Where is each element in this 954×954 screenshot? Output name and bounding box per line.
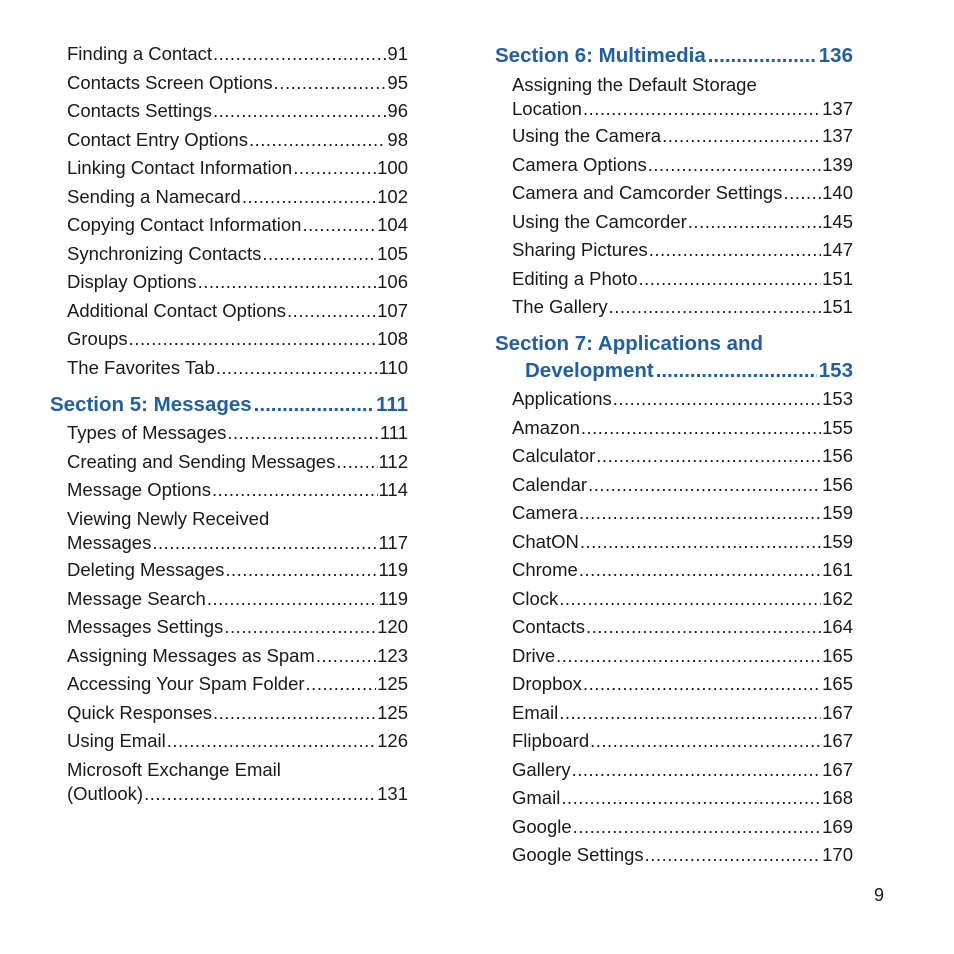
toc-entry[interactable]: [512, 444, 853, 468]
toc-entry-page: 102: [377, 186, 408, 207]
toc-entry[interactable]: [512, 672, 853, 696]
toc-entry[interactable]: [512, 815, 853, 839]
toc-entry[interactable]: [512, 758, 853, 782]
dot-leader: [609, 295, 822, 319]
toc-entry-page: 156: [822, 445, 853, 466]
dot-leader: [581, 416, 821, 440]
section-heading-multimedia[interactable]: [495, 42, 853, 69]
toc-entry[interactable]: [512, 843, 853, 867]
toc-entry[interactable]: [512, 701, 853, 725]
toc-entry[interactable]: [512, 238, 853, 262]
toc-entry[interactable]: [67, 213, 408, 237]
dot-leader: [152, 531, 377, 555]
toc-entry-page: 107: [377, 300, 408, 321]
toc-entry-title: Calculator: [512, 445, 596, 466]
toc-entry-page: 140: [822, 182, 853, 203]
toc-entry-title: Dropbox: [512, 673, 582, 694]
dot-leader: [306, 672, 377, 696]
toc-entry-page: 123: [377, 645, 408, 666]
toc-entry-title: Viewing Newly Received: [67, 508, 270, 529]
toc-entry[interactable]: [67, 644, 408, 668]
toc-entry[interactable]: [512, 786, 853, 810]
toc-entry-page: 95: [387, 72, 408, 93]
toc-entry-title: Finding a Contact: [67, 43, 213, 64]
dot-leader: [579, 558, 821, 582]
toc-entry-page: 100: [377, 157, 408, 178]
toc-entry[interactable]: [512, 295, 853, 319]
dot-leader: [596, 444, 821, 468]
toc-entry[interactable]: [512, 473, 853, 497]
toc-entry-page: 108: [377, 328, 408, 349]
section-heading-messages[interactable]: [50, 391, 408, 418]
toc-entry[interactable]: [67, 156, 408, 180]
dot-leader: [656, 357, 817, 384]
dot-leader: [688, 210, 821, 234]
toc-entry-page: 167: [822, 759, 853, 780]
toc-entry[interactable]: [67, 185, 408, 209]
toc-entry-title: Contacts Settings: [67, 100, 212, 121]
toc-entry-title: Email: [512, 702, 559, 723]
toc-entry-page: 159: [822, 502, 853, 523]
toc-entry-title: Quick Responses: [67, 702, 212, 723]
dot-leader: [212, 478, 378, 502]
toc-entry-page: 145: [822, 211, 853, 232]
dot-leader: [573, 815, 821, 839]
toc-entry-title: Camera and Camcorder Settings: [512, 182, 783, 203]
toc-entry-title: Message Options: [67, 479, 211, 500]
toc-entry[interactable]: [67, 421, 408, 445]
toc-entry-page: 159: [822, 531, 853, 552]
toc-entry-page: 139: [822, 154, 853, 175]
section-title: Section 6: Multimedia: [495, 44, 706, 67]
toc-entry-title: Using the Camera: [512, 125, 662, 146]
section-page: 153: [818, 359, 853, 382]
toc-entry-page: 112: [378, 451, 408, 472]
toc-entry-page: 147: [822, 239, 853, 260]
toc-entry[interactable]: [67, 558, 408, 582]
toc-entry[interactable]: [67, 672, 408, 696]
dot-leader: [638, 267, 821, 291]
toc-entry[interactable]: [67, 327, 408, 351]
dot-leader: [316, 644, 376, 668]
toc-entry-title: The Gallery: [512, 296, 608, 317]
toc-entry-title: Assigning the Default Storage: [512, 74, 757, 95]
toc-entry-title: Gmail: [512, 787, 561, 808]
dot-leader: [645, 843, 821, 867]
dot-leader: [336, 450, 377, 474]
dot-leader: [708, 42, 817, 69]
dot-leader: [262, 242, 376, 266]
toc-entry-title: Linking Contact Information: [67, 157, 293, 178]
dot-leader: [579, 501, 821, 525]
toc-entry-page: 119: [378, 559, 408, 580]
toc-entry-title: Editing a Photo: [512, 268, 638, 289]
toc-entry[interactable]: [67, 478, 408, 502]
toc-entry[interactable]: [67, 450, 408, 474]
dot-leader: [225, 558, 377, 582]
toc-entry-title: Display Options: [67, 271, 197, 292]
toc-entry-title: Applications: [512, 388, 612, 409]
dot-leader: [167, 729, 376, 753]
toc-entry-title: Amazon: [512, 417, 580, 438]
toc-entry[interactable]: [512, 73, 853, 121]
dot-leader: [213, 42, 386, 66]
section-title-cont: Development: [525, 359, 654, 382]
dot-leader: [274, 71, 387, 95]
toc-entry[interactable]: [67, 701, 408, 725]
toc-entry-title: Accessing Your Spam Folder: [67, 673, 305, 694]
toc-entry-page: 125: [377, 673, 408, 694]
toc-entry-title: Flipboard: [512, 730, 590, 751]
dot-leader: [302, 213, 376, 237]
toc-entry-title: Chrome: [512, 559, 578, 580]
toc-entry-title: Using Email: [67, 730, 166, 751]
dot-leader: [213, 701, 376, 725]
section-page: 111: [376, 393, 408, 416]
toc-entry-page: 111: [379, 422, 408, 443]
dot-leader: [254, 391, 374, 418]
toc-entry[interactable]: [512, 501, 853, 525]
dot-leader: [561, 786, 821, 810]
toc-entry[interactable]: [67, 242, 408, 266]
toc-entry-page: 165: [822, 645, 853, 666]
toc-entry-title: Copying Contact Information: [67, 214, 302, 235]
toc-entry-title: Contact Entry Options: [67, 129, 248, 150]
toc-entry[interactable]: [512, 530, 853, 554]
dot-leader: [613, 387, 821, 411]
toc-entry-title: Microsoft Exchange Email: [67, 759, 281, 780]
dot-leader: [583, 97, 821, 121]
dot-leader: [583, 672, 821, 696]
toc-entry-page: 155: [822, 417, 853, 438]
toc-entry[interactable]: [67, 758, 408, 806]
toc-entry-page: 153: [822, 388, 853, 409]
dot-leader: [556, 644, 821, 668]
toc-entry[interactable]: [67, 128, 408, 152]
toc-entry[interactable]: [512, 729, 853, 753]
toc-entry-page: 126: [377, 730, 408, 751]
toc-entry[interactable]: [512, 153, 853, 177]
dot-leader: [129, 327, 376, 351]
dot-leader: [648, 153, 821, 177]
toc-entry-page: 165: [822, 673, 853, 694]
section-title: Section 7: Applications and: [495, 332, 764, 355]
toc-entry[interactable]: [67, 729, 408, 753]
page-number: 9: [874, 885, 885, 905]
dot-leader: [293, 156, 376, 180]
dot-leader: [207, 587, 378, 611]
toc-entry-title: Camera: [512, 502, 578, 523]
toc-entry-title: Calendar: [512, 474, 588, 495]
toc-entry-title: Camera Options: [512, 154, 647, 175]
toc-entry-page: 167: [822, 730, 853, 751]
toc-entry-page: 162: [822, 588, 853, 609]
toc-entry-title: Additional Contact Options: [67, 300, 287, 321]
toc-entry-page: 167: [822, 702, 853, 723]
toc-entry-title: Using the Camcorder: [512, 211, 687, 232]
toc-entry[interactable]: [512, 587, 853, 611]
toc-entry[interactable]: [67, 71, 408, 95]
toc-entry-title: Synchronizing Contacts: [67, 243, 262, 264]
dot-leader: [216, 356, 378, 380]
toc-entry[interactable]: [67, 299, 408, 323]
dot-leader: [227, 421, 378, 445]
toc-entry-page: 96: [387, 100, 408, 121]
toc-entry-page: 120: [377, 616, 408, 637]
dot-leader: [249, 128, 386, 152]
toc-entry-page: 91: [387, 43, 408, 64]
toc-entry-title: Messages Settings: [67, 616, 224, 637]
section-title: Section 5: Messages: [50, 393, 252, 416]
toc-entry-title: ChatON: [512, 531, 579, 552]
toc-entry-page: 110: [378, 357, 408, 378]
toc-entry-title: Message Search: [67, 588, 206, 609]
toc-entry-page: 114: [378, 479, 408, 500]
toc-entry-title: Types of Messages: [67, 422, 227, 443]
toc-entry-title: Contacts Screen Options: [67, 72, 273, 93]
toc-entry[interactable]: [512, 416, 853, 440]
dot-leader: [287, 299, 376, 323]
toc-entry-title: Sending a Namecard: [67, 186, 241, 207]
toc-entry-page: 169: [822, 816, 853, 837]
dot-leader: [586, 615, 821, 639]
toc-entry-page: 151: [822, 296, 853, 317]
dot-leader: [649, 238, 821, 262]
toc-entry-page: 117: [378, 532, 408, 553]
dot-leader: [588, 473, 821, 497]
toc-entry[interactable]: [67, 507, 408, 555]
toc-entry-page: 168: [822, 787, 853, 808]
dot-leader: [580, 530, 821, 554]
toc-entry-title: Google: [512, 816, 572, 837]
toc-entry[interactable]: [67, 356, 408, 380]
toc-entry-title: Assigning Messages as Spam: [67, 645, 315, 666]
dot-leader: [572, 758, 822, 782]
dot-leader: [224, 615, 376, 639]
dot-leader: [783, 181, 821, 205]
dot-leader: [198, 270, 377, 294]
dot-leader: [590, 729, 821, 753]
toc-entry-title: Gallery: [512, 759, 571, 780]
toc-entry-page: 119: [378, 588, 408, 609]
section-page: 136: [818, 44, 853, 67]
toc-entry-title-cont: Messages: [67, 532, 152, 553]
toc-entry[interactable]: [512, 387, 853, 411]
toc-entry[interactable]: [67, 587, 408, 611]
toc-entry[interactable]: [67, 42, 408, 66]
section-heading-applications[interactable]: [495, 330, 853, 384]
toc-entry-title: Contacts: [512, 616, 586, 637]
toc-entry[interactable]: [512, 124, 853, 148]
dot-leader: [662, 124, 821, 148]
toc-entry-page: 106: [377, 271, 408, 292]
dot-leader: [559, 587, 821, 611]
toc-entry-page: 170: [822, 844, 853, 865]
toc-entry[interactable]: [512, 267, 853, 291]
toc-entry-page: 137: [822, 98, 853, 119]
toc-entry-title-cont: Location: [512, 98, 582, 119]
toc-entry-page: 156: [822, 474, 853, 495]
toc-entry-page: 131: [377, 783, 408, 804]
toc-entry[interactable]: [67, 615, 408, 639]
toc-entry-title: Deleting Messages: [67, 559, 225, 580]
toc-entry-page: 125: [377, 702, 408, 723]
toc-entry-title: Drive: [512, 645, 556, 666]
dot-leader: [144, 782, 376, 806]
toc-entry-page: 161: [822, 559, 853, 580]
toc-entry-page: 151: [822, 268, 853, 289]
toc-entry[interactable]: [512, 181, 853, 205]
dot-leader: [242, 185, 376, 209]
toc-entry-title: Google Settings: [512, 844, 644, 865]
toc-entry[interactable]: [512, 644, 853, 668]
toc-entry-title: Groups: [67, 328, 128, 349]
dot-leader: [213, 99, 386, 123]
toc-entry-title-cont: (Outlook): [67, 783, 144, 804]
toc-entry-page: 104: [377, 214, 408, 235]
toc-entry-title: Clock: [512, 588, 559, 609]
toc-entry[interactable]: [67, 270, 408, 294]
toc-entry-page: 98: [387, 129, 408, 150]
dot-leader: [559, 701, 821, 725]
toc-entry-title: Sharing Pictures: [512, 239, 648, 260]
toc-entry-page: 137: [822, 125, 853, 146]
toc-entry-page: 105: [377, 243, 408, 264]
toc-entry[interactable]: [512, 615, 853, 639]
toc-entry[interactable]: [67, 99, 408, 123]
toc-entry[interactable]: [512, 558, 853, 582]
toc-entry-title: The Favorites Tab: [67, 357, 215, 378]
toc-entry-title: Creating and Sending Messages: [67, 451, 336, 472]
toc-entry[interactable]: [512, 210, 853, 234]
toc-entry-page: 164: [822, 616, 853, 637]
